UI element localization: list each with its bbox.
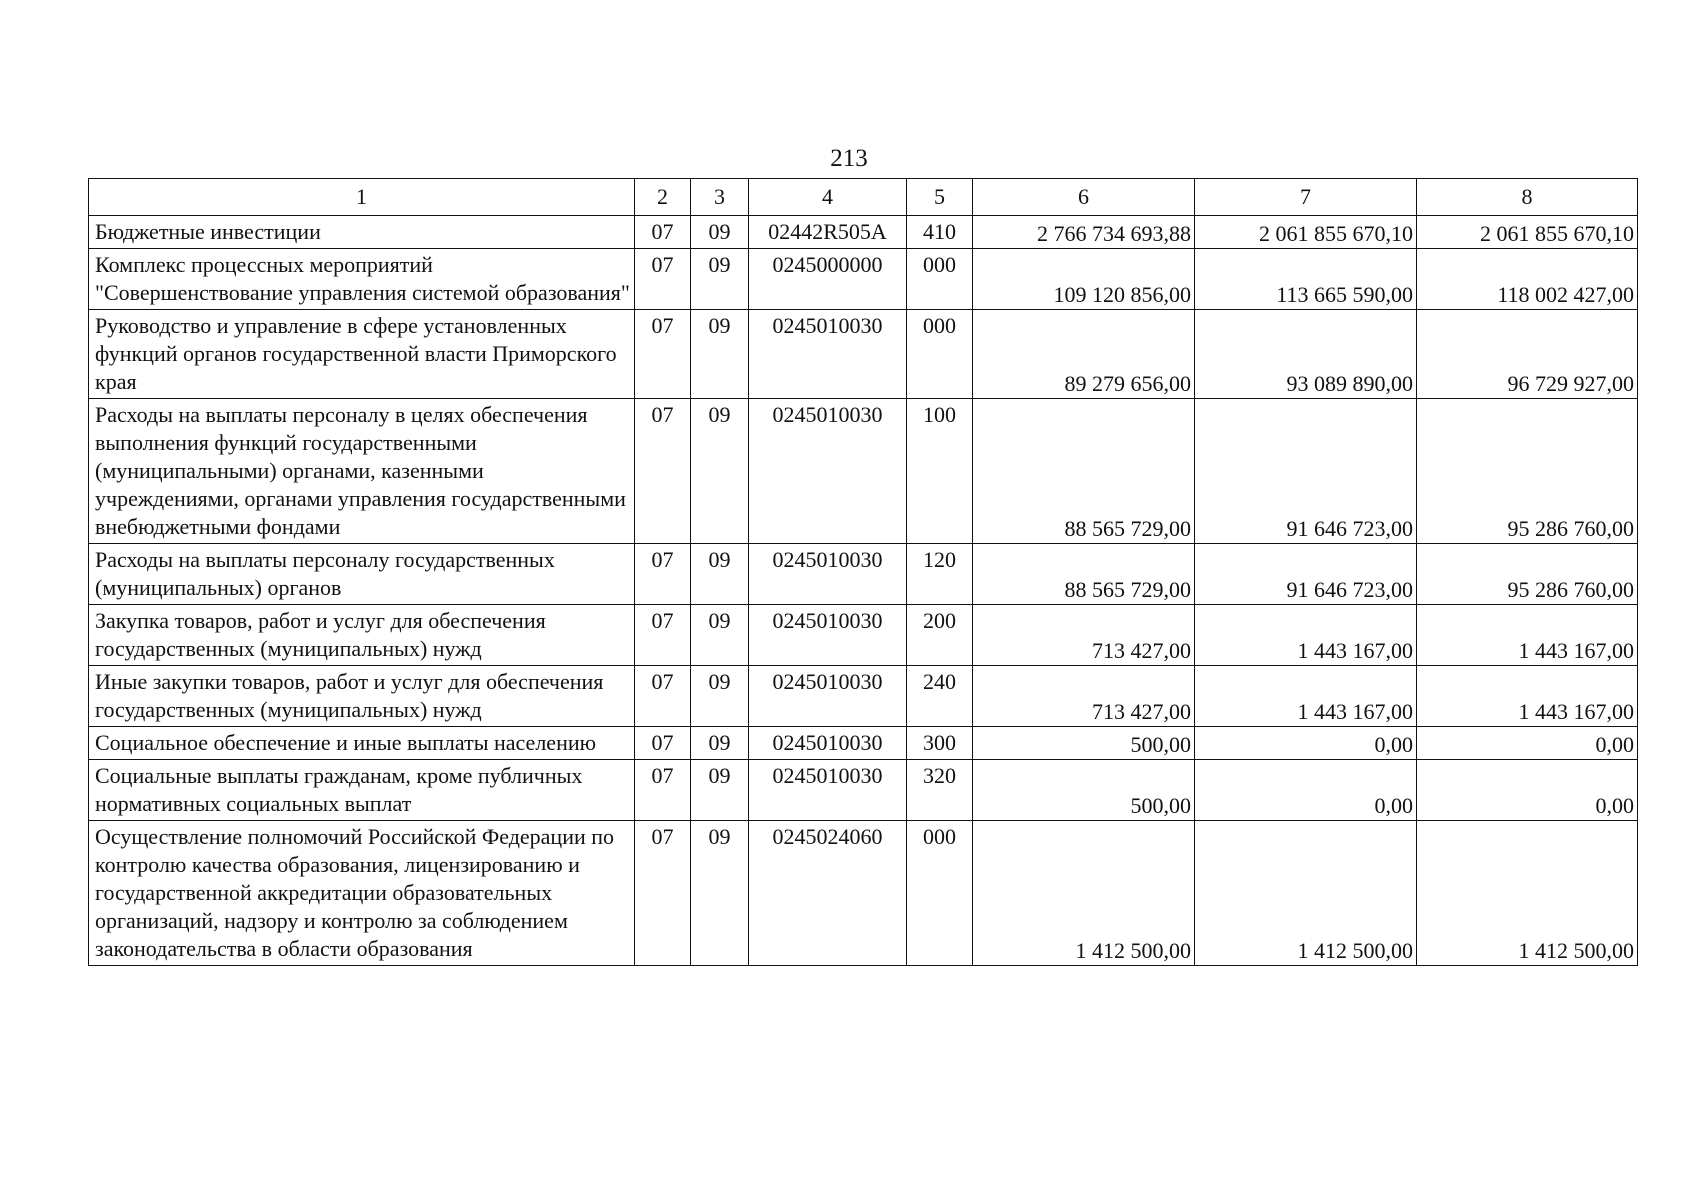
- table-row: [89, 760, 1638, 821]
- table-header: [89, 179, 1638, 216]
- section-code: 07: [635, 760, 691, 821]
- amount-col-7: 0,00: [1195, 760, 1417, 821]
- row-name: Бюджетные инвестиции: [89, 216, 635, 249]
- header-row: [89, 179, 1638, 216]
- table-row: [89, 544, 1638, 605]
- table-row: [89, 821, 1638, 966]
- section-code: 07: [635, 666, 691, 727]
- column-header-6: 6: [973, 179, 1195, 216]
- target-code: 0245010030: [749, 727, 907, 760]
- column-header-1: 1: [89, 179, 635, 216]
- table-row: [89, 727, 1638, 760]
- amount-col-6: 89 279 656,00: [973, 310, 1195, 399]
- table-row: [89, 249, 1638, 310]
- target-code: 0245024060: [749, 821, 907, 966]
- section-code: 07: [635, 399, 691, 544]
- target-code: 0245010030: [749, 666, 907, 727]
- amount-col-8: 2 061 855 670,10: [1417, 216, 1638, 249]
- section-code: 07: [635, 605, 691, 666]
- amount-col-7: 0,00: [1195, 727, 1417, 760]
- page-number: 213: [830, 145, 868, 172]
- section-code: 07: [635, 249, 691, 310]
- subsection-code: 09: [691, 249, 749, 310]
- amount-col-7: 93 089 890,00: [1195, 310, 1417, 399]
- amount-col-7: 1 443 167,00: [1195, 666, 1417, 727]
- target-code: 0245010030: [749, 310, 907, 399]
- target-code: 0245010030: [749, 760, 907, 821]
- section-code: 07: [635, 310, 691, 399]
- section-code: 07: [635, 544, 691, 605]
- table-row: [89, 216, 1638, 249]
- amount-col-7: 1 412 500,00: [1195, 821, 1417, 966]
- amount-col-8: 118 002 427,00: [1417, 249, 1638, 310]
- subsection-code: 09: [691, 727, 749, 760]
- amount-col-7: 91 646 723,00: [1195, 544, 1417, 605]
- amount-col-6: 500,00: [973, 760, 1195, 821]
- row-name: Иные закупки товаров, работ и услуг для обеспечения государственных (муниципальных) нужд: [89, 666, 635, 727]
- row-name: Расходы на выплаты персоналу в целях обеспечения выполнения функций государственными (муниципальными) органами, казенными учреждениями, органами управления государственными внебюджетными фондами: [89, 399, 635, 544]
- amount-col-7: 113 665 590,00: [1195, 249, 1417, 310]
- expense-type-code: 120: [907, 544, 973, 605]
- subsection-code: 09: [691, 399, 749, 544]
- amount-col-8: 95 286 760,00: [1417, 544, 1638, 605]
- amount-col-7: 1 443 167,00: [1195, 605, 1417, 666]
- amount-col-6: 88 565 729,00: [973, 399, 1195, 544]
- target-code: 0245010030: [749, 544, 907, 605]
- amount-col-7: 2 061 855 670,10: [1195, 216, 1417, 249]
- amount-col-6: 2 766 734 693,88: [973, 216, 1195, 249]
- section-code: 07: [635, 216, 691, 249]
- row-name: Осуществление полномочий Российской Федерации по контролю качества образования, лицензированию и государственной аккредитации образовательных организаций, надзору и контролю за соблюдением законодательства в области образования: [89, 821, 635, 966]
- section-code: 07: [635, 821, 691, 966]
- expense-type-code: 320: [907, 760, 973, 821]
- subsection-code: 09: [691, 666, 749, 727]
- row-name: Закупка товаров, работ и услуг для обеспечения государственных (муниципальных) нужд: [89, 605, 635, 666]
- amount-col-6: 713 427,00: [973, 605, 1195, 666]
- table-row: [89, 605, 1638, 666]
- table-row: [89, 399, 1638, 544]
- target-code: 0245010030: [749, 399, 907, 544]
- expense-type-code: 200: [907, 605, 973, 666]
- amount-col-6: 109 120 856,00: [973, 249, 1195, 310]
- column-header-7: 7: [1195, 179, 1417, 216]
- column-header-8: 8: [1417, 179, 1638, 216]
- column-header-4: 4: [749, 179, 907, 216]
- subsection-code: 09: [691, 821, 749, 966]
- amount-col-6: 713 427,00: [973, 666, 1195, 727]
- target-code: 0245000000: [749, 249, 907, 310]
- subsection-code: 09: [691, 310, 749, 399]
- target-code: 0245010030: [749, 605, 907, 666]
- expense-type-code: 000: [907, 821, 973, 966]
- subsection-code: 09: [691, 216, 749, 249]
- expense-type-code: 240: [907, 666, 973, 727]
- amount-col-6: 1 412 500,00: [973, 821, 1195, 966]
- amount-col-7: 91 646 723,00: [1195, 399, 1417, 544]
- amount-col-8: 95 286 760,00: [1417, 399, 1638, 544]
- budget-table: [88, 178, 1638, 966]
- amount-col-6: 500,00: [973, 727, 1195, 760]
- table-row: [89, 666, 1638, 727]
- table-row: [89, 310, 1638, 399]
- section-code: 07: [635, 727, 691, 760]
- amount-col-8: 96 729 927,00: [1417, 310, 1638, 399]
- amount-col-8: 1 412 500,00: [1417, 821, 1638, 966]
- amount-col-8: 1 443 167,00: [1417, 605, 1638, 666]
- column-header-5: 5: [907, 179, 973, 216]
- column-header-2: 2: [635, 179, 691, 216]
- target-code: 02442R505A: [749, 216, 907, 249]
- amount-col-8: 1 443 167,00: [1417, 666, 1638, 727]
- amount-col-8: 0,00: [1417, 727, 1638, 760]
- amount-col-8: 0,00: [1417, 760, 1638, 821]
- subsection-code: 09: [691, 760, 749, 821]
- expense-type-code: 300: [907, 727, 973, 760]
- row-name: Руководство и управление в сфере установленных функций органов государственной власти Приморского края: [89, 310, 635, 399]
- subsection-code: 09: [691, 605, 749, 666]
- amount-col-6: 88 565 729,00: [973, 544, 1195, 605]
- expense-type-code: 100: [907, 399, 973, 544]
- expense-type-code: 410: [907, 216, 973, 249]
- row-name: Комплекс процессных мероприятий "Совершенствование управления системой образования": [89, 249, 635, 310]
- table-body: [89, 216, 1638, 966]
- expense-type-code: 000: [907, 310, 973, 399]
- row-name: Расходы на выплаты персоналу государственных (муниципальных) органов: [89, 544, 635, 605]
- expense-type-code: 000: [907, 249, 973, 310]
- column-header-3: 3: [691, 179, 749, 216]
- subsection-code: 09: [691, 544, 749, 605]
- row-name: Социальное обеспечение и иные выплаты населению: [89, 727, 635, 760]
- row-name: Социальные выплаты гражданам, кроме публичных нормативных социальных выплат: [89, 760, 635, 821]
